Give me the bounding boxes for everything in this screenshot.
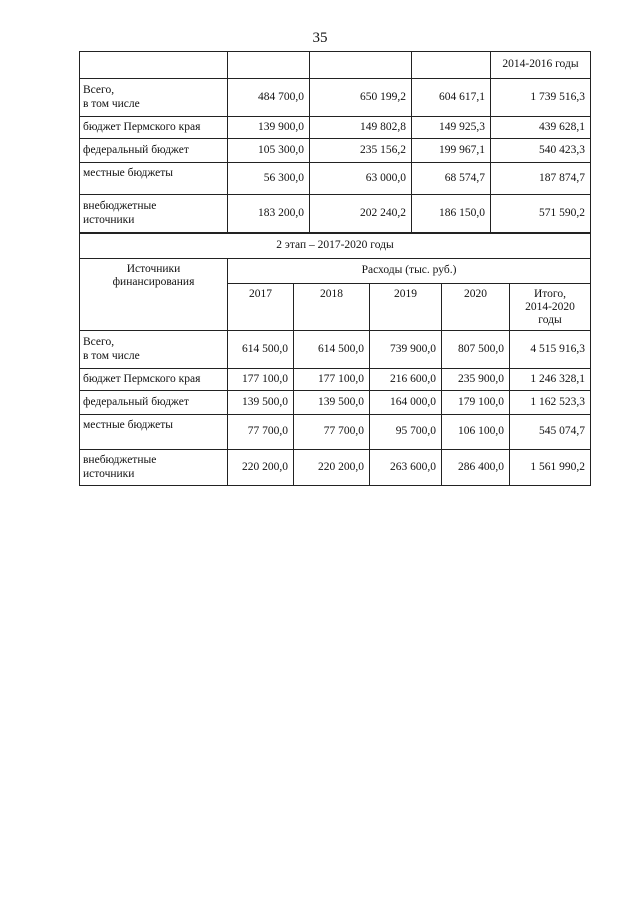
table-row — [80, 163, 591, 195]
row-label: федеральный бюджет — [80, 391, 228, 415]
header-cell — [412, 52, 491, 79]
value-cell: 179 100,0 — [442, 391, 510, 415]
table-header-row — [80, 52, 591, 79]
value-cell: 1 162 523,3 — [510, 391, 591, 415]
value-cell: 202 240,2 — [310, 195, 412, 233]
value-cell: 545 074,7 — [510, 415, 591, 450]
table-row — [80, 79, 591, 117]
value-cell: 149 925,3 — [412, 117, 491, 139]
value-cell: 614 500,0 — [228, 331, 294, 369]
table-row — [80, 117, 591, 139]
stage-title: 2 этап – 2017-2020 годы — [80, 234, 591, 259]
value-cell: 139 500,0 — [228, 391, 294, 415]
value-cell: 68 574,7 — [412, 163, 491, 195]
value-cell: 177 100,0 — [294, 369, 370, 391]
value-cell: 56 300,0 — [228, 163, 310, 195]
value-cell: 77 700,0 — [228, 415, 294, 450]
table-header-row — [80, 259, 591, 284]
value-cell: 139 900,0 — [228, 117, 310, 139]
value-cell: 650 199,2 — [310, 79, 412, 117]
table-row — [80, 331, 591, 369]
year-header: 2017 — [228, 284, 294, 331]
value-cell: 604 617,1 — [412, 79, 491, 117]
value-cell: 1 739 516,3 — [491, 79, 591, 117]
value-cell: 571 590,2 — [491, 195, 591, 233]
value-cell: 187 874,7 — [491, 163, 591, 195]
value-cell: 220 200,0 — [294, 450, 370, 486]
page-number: 35 — [312, 30, 328, 46]
value-cell: 263 600,0 — [370, 450, 442, 486]
row-label: Всего, в том числе — [80, 79, 228, 117]
row-label: местные бюджеты — [80, 163, 228, 195]
header-cell — [80, 52, 228, 79]
value-cell: 139 500,0 — [294, 391, 370, 415]
value-cell: 220 200,0 — [228, 450, 294, 486]
value-cell: 286 400,0 — [442, 450, 510, 486]
header-total-2014-2016: 2014-2016 годы — [491, 52, 591, 79]
value-cell: 1 561 990,2 — [510, 450, 591, 486]
value-cell: 235 156,2 — [310, 139, 412, 163]
table-row — [80, 195, 591, 233]
value-cell: 77 700,0 — [294, 415, 370, 450]
value-cell: 216 600,0 — [370, 369, 442, 391]
financing-table-stage2 — [79, 233, 591, 486]
value-cell: 164 000,0 — [370, 391, 442, 415]
value-cell: 183 200,0 — [228, 195, 310, 233]
value-cell: 439 628,1 — [491, 117, 591, 139]
table-row — [80, 415, 591, 450]
row-label: Всего, в том числе — [80, 331, 228, 369]
header-cell — [310, 52, 412, 79]
row-label: внебюджетные источники — [80, 450, 228, 486]
value-cell: 106 100,0 — [442, 415, 510, 450]
value-cell: 95 700,0 — [370, 415, 442, 450]
table-row — [80, 450, 591, 486]
value-cell: 149 802,8 — [310, 117, 412, 139]
table-row — [80, 139, 591, 163]
value-cell: 739 900,0 — [370, 331, 442, 369]
table-row — [80, 369, 591, 391]
year-header: 2018 — [294, 284, 370, 331]
year-header: 2019 — [370, 284, 442, 331]
header-cell — [228, 52, 310, 79]
value-cell: 235 900,0 — [442, 369, 510, 391]
row-label: внебюджетные источники — [80, 195, 228, 233]
value-cell: 63 000,0 — [310, 163, 412, 195]
year-header: 2020 — [442, 284, 510, 331]
sources-header: Источники финансирования — [80, 259, 228, 331]
expenses-header: Расходы (тыс. руб.) — [228, 259, 591, 284]
value-cell: 540 423,3 — [491, 139, 591, 163]
value-cell: 1 246 328,1 — [510, 369, 591, 391]
stage-title-row — [80, 234, 591, 259]
value-cell: 177 100,0 — [228, 369, 294, 391]
value-cell: 4 515 916,3 — [510, 331, 591, 369]
row-label: местные бюджеты — [80, 415, 228, 450]
value-cell: 614 500,0 — [294, 331, 370, 369]
row-label: федеральный бюджет — [80, 139, 228, 163]
table-row — [80, 391, 591, 415]
value-cell: 186 150,0 — [412, 195, 491, 233]
value-cell: 199 967,1 — [412, 139, 491, 163]
row-label: бюджет Пермского края — [80, 117, 228, 139]
financing-table-stage1 — [79, 51, 591, 233]
value-cell: 484 700,0 — [228, 79, 310, 117]
value-cell: 807 500,0 — [442, 331, 510, 369]
value-cell: 105 300,0 — [228, 139, 310, 163]
total-header: Итого, 2014-2020 годы — [510, 284, 591, 331]
row-label: бюджет Пермского края — [80, 369, 228, 391]
